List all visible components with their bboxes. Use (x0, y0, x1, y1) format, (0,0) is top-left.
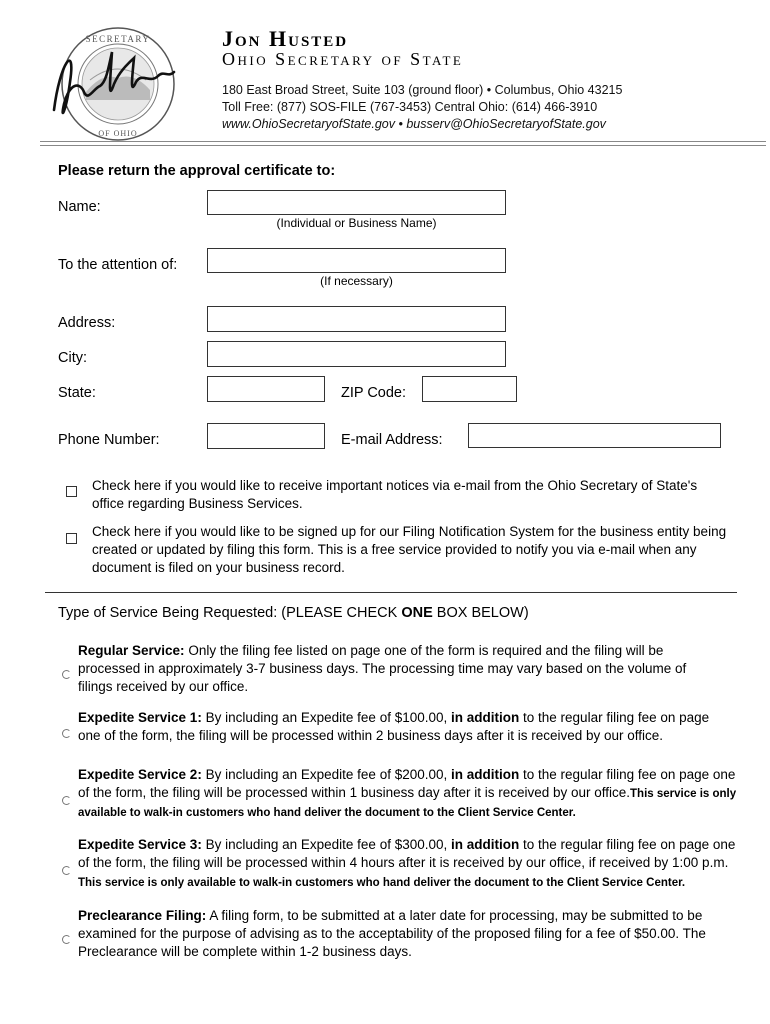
office-address: 180 East Broad Street, Suite 103 (ground floor) • Columbus, Ohio 43215 (222, 83, 623, 97)
state-field[interactable] (207, 376, 325, 402)
email-label: E-mail Address: (341, 432, 443, 448)
city-label: City: (58, 350, 87, 366)
return-heading: Please return the approval certificate to: (58, 163, 336, 179)
phone-label: Phone Number: (58, 432, 160, 448)
official-name: Jon Husted (222, 26, 349, 51)
expedite-1-text: Expedite Service 1: By including an Expedite fee of $100.00, in addition to the regular filing fee on page one of the form, the filing will be processed within 2 business days after it is received by our office. (78, 710, 710, 743)
notices-checkbox[interactable] (66, 486, 77, 497)
regular-service-radio[interactable] (62, 670, 71, 679)
office-phones: Toll Free: (877) SOS-FILE (767-3453) Central Ohio: (614) 466-3910 (222, 100, 598, 114)
expedite-2-radio[interactable] (62, 796, 71, 805)
service-heading: Type of Service Being Requested: (PLEASE CHECK ONE BOX BELOW) (58, 605, 529, 621)
office-web-email: www.OhioSecretaryofState.gov • busserv@OhioSecretaryofState.gov (222, 117, 606, 131)
header-rule (40, 145, 766, 146)
zip-field[interactable] (422, 376, 517, 402)
svg-text:SECRETARY: SECRETARY (85, 34, 151, 44)
notices-text: Check here if you would like to receive important notices via e-mail from the Ohio Secretary of State's office regarding Business Services. (92, 478, 698, 511)
ohio-seal-logo (50, 22, 180, 152)
address-label: Address: (58, 315, 116, 331)
svg-text:OF OHIO: OF OHIO (98, 129, 138, 138)
expedite-3-text: Expedite Service 3: By including an Expedite fee of $300.00, in addition to the regular filing fee on page one of the form, the filing will be processed within 4 hours after it is received by our office, if received by 1:00 p.m. This service is only available to walk-in customers who hand deliver the document to the Client Service Center. (78, 837, 736, 889)
notification-system-text: Check here if you would like to be signed up for our Filing Notification System for the business entity being created or updated by filing this form. This is a free service provided to notify you via e-mail when any document is filed on your business record. (92, 524, 727, 575)
preclearance-radio[interactable] (62, 935, 71, 944)
preclearance-text: Preclearance Filing: A filing form, to be submitted at a later date for processing, may be submitted to be examined for the purpose of advising as to the acceptability of the proposed filing for a fee of $50.00. The Preclearance will be complete within 1-2 business days. (78, 908, 706, 959)
name-hint: (Individual or Business Name) (276, 216, 437, 230)
address-field[interactable] (207, 306, 506, 332)
phone-field[interactable] (207, 423, 325, 449)
name-field[interactable] (207, 190, 506, 215)
expedite-3-radio[interactable] (62, 866, 71, 875)
expedite-1-radio[interactable] (62, 729, 71, 738)
name-label: Name: (58, 199, 101, 215)
expedite-2-text: Expedite Service 2: By including an Expedite fee of $200.00, in addition to the regular filing fee on page one of the form, the filing will be processed within 1 business day after it is received by our office.This service is only available to walk-in customers who hand deliver the document to the Client Service Center. (78, 767, 737, 819)
regular-service-text: Regular Service: Only the filing fee listed on page one of the form is required and the filing will be processed in approximately 3-7 business days. The processing time may vary based on the volume of filings received by our office. (78, 643, 687, 694)
section-divider (45, 592, 737, 593)
zip-label: ZIP Code: (341, 385, 407, 401)
notification-system-checkbox[interactable] (66, 533, 77, 544)
attention-hint: (If necessary) (320, 274, 393, 288)
state-label: State: (58, 385, 96, 401)
attention-field[interactable] (207, 248, 506, 273)
email-field[interactable] (468, 423, 721, 448)
attention-label: To the attention of: (58, 257, 178, 273)
city-field[interactable] (207, 341, 506, 367)
office-title: Ohio Secretary of State (222, 49, 464, 69)
header-rule (40, 141, 766, 142)
